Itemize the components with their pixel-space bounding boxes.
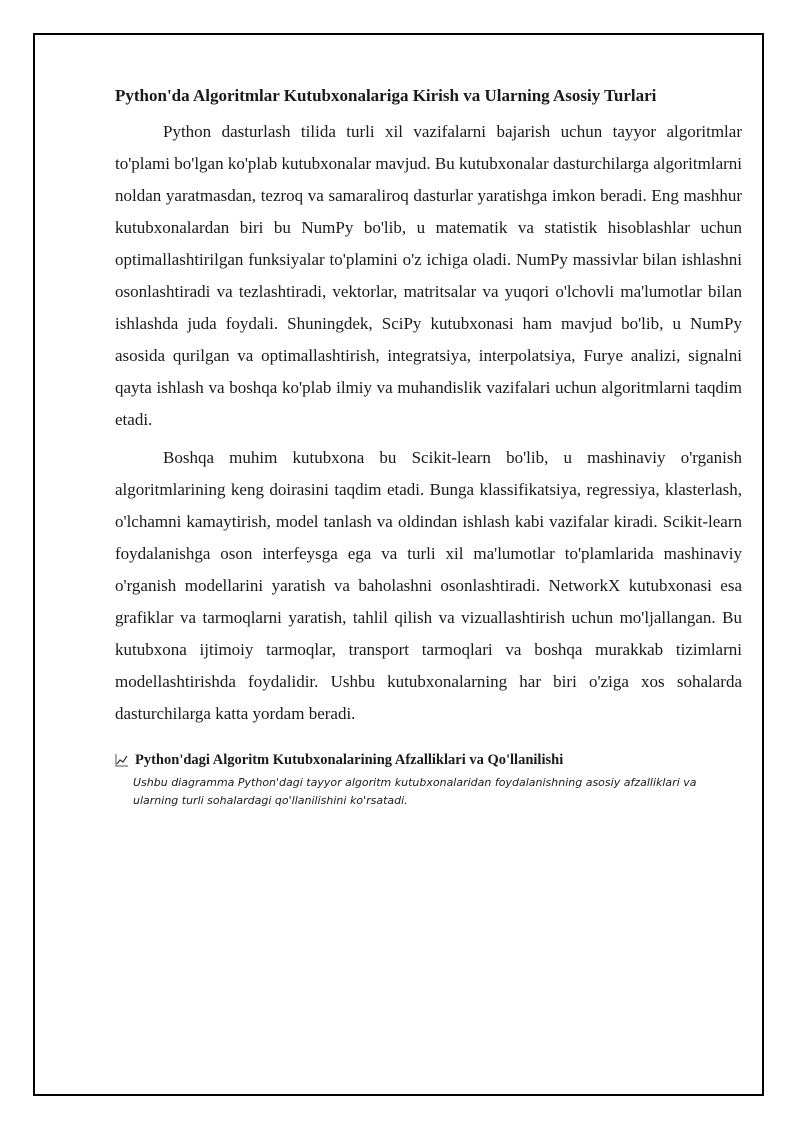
figure-title-row: [115, 750, 742, 770]
figure-block: [115, 750, 742, 810]
figure-title: Python'dagi Algoritm Kutubxonalarining Afzalliklari va Qo'llanilishi: [135, 752, 564, 768]
paragraph-libraries: Boshqa muhim kutubxona bu Scikit-learn bo'lib, u mashinaviy o'rganish algoritmlarining keng doirasini taqdim etadi. Bunga klassifikatsiya, regressiya, klasterlash, o'lchamni kamaytirish, model tanlash va oldindan ishlash kabi vazifalar kiradi. Scikit-learn foydalanishga oson interfeysga ega va turli xil ma'lumotlar to'plamlarida mashinaviy o'rganish modellarini yaratish va baholashni osonlashtiradi. NetworkX kutubxonasi esa grafiklar va tarmoqlarni yaratish, tahlil qilish va vizuallashtirish uchun mo'ljallangan. Bu kutubxona ijtimoiy tarmoqlar, transport tarmoqlari va boshqa murakkab tizimlarni modellashtirishda foydalidir. Ushbu kutubxonalarning har biri o'ziga xos sohalarda dasturchilarga katta yordam beradi.: [115, 448, 742, 723]
document-title: Python'da Algoritmlar Kutubxonalariga Kirish va Ularning Asosiy Turlari: [115, 86, 657, 105]
chart-icon: [115, 753, 129, 767]
paragraph-intro: Python dasturlash tilida turli xil vazifalarni bajarish uchun tayyor algoritmlar to'plami bo'lgan ko'plab kutubxonalar mavjud. Bu kutubxonalar dasturchilarga algoritmlarni noldan yaratmasdan, tezroq va samaraliroq dasturlar yaratishga imkon beradi. Eng mashhur kutubxonalardan biri bu NumPy bo'lib, u matematik va statistik hisoblashlar uchun optimallashtirilgan funksiyalar to'plamini o'z ichiga oladi. NumPy massivlar bilan ishlashni osonlashtiradi va tezlashtiradi, vektorlar, matritsalar va yuqori o'lchovli ma'lumotlar bilan ishlashda juda foydali. Shuningdek, SciPy kutubxonasi ham mavjud bo'lib, u NumPy asosida qurilgan va optimallashtirish, integratsiya, interpolatsiya, Furye analizi, signalni qayta ishlash va boshqa ko'plab ilmiy va muhandislik vazifalari uchun algoritmlarni taqdim etadi.: [115, 122, 742, 429]
figure-caption: Ushbu diagramma Python'dagi tayyor algoritm kutubxonalaridan foydalanishning asosiy afzalliklari va ularning turli sohalardagi qo'llanilishini ko'rsatadi.: [133, 776, 697, 807]
document-body: [115, 84, 742, 810]
